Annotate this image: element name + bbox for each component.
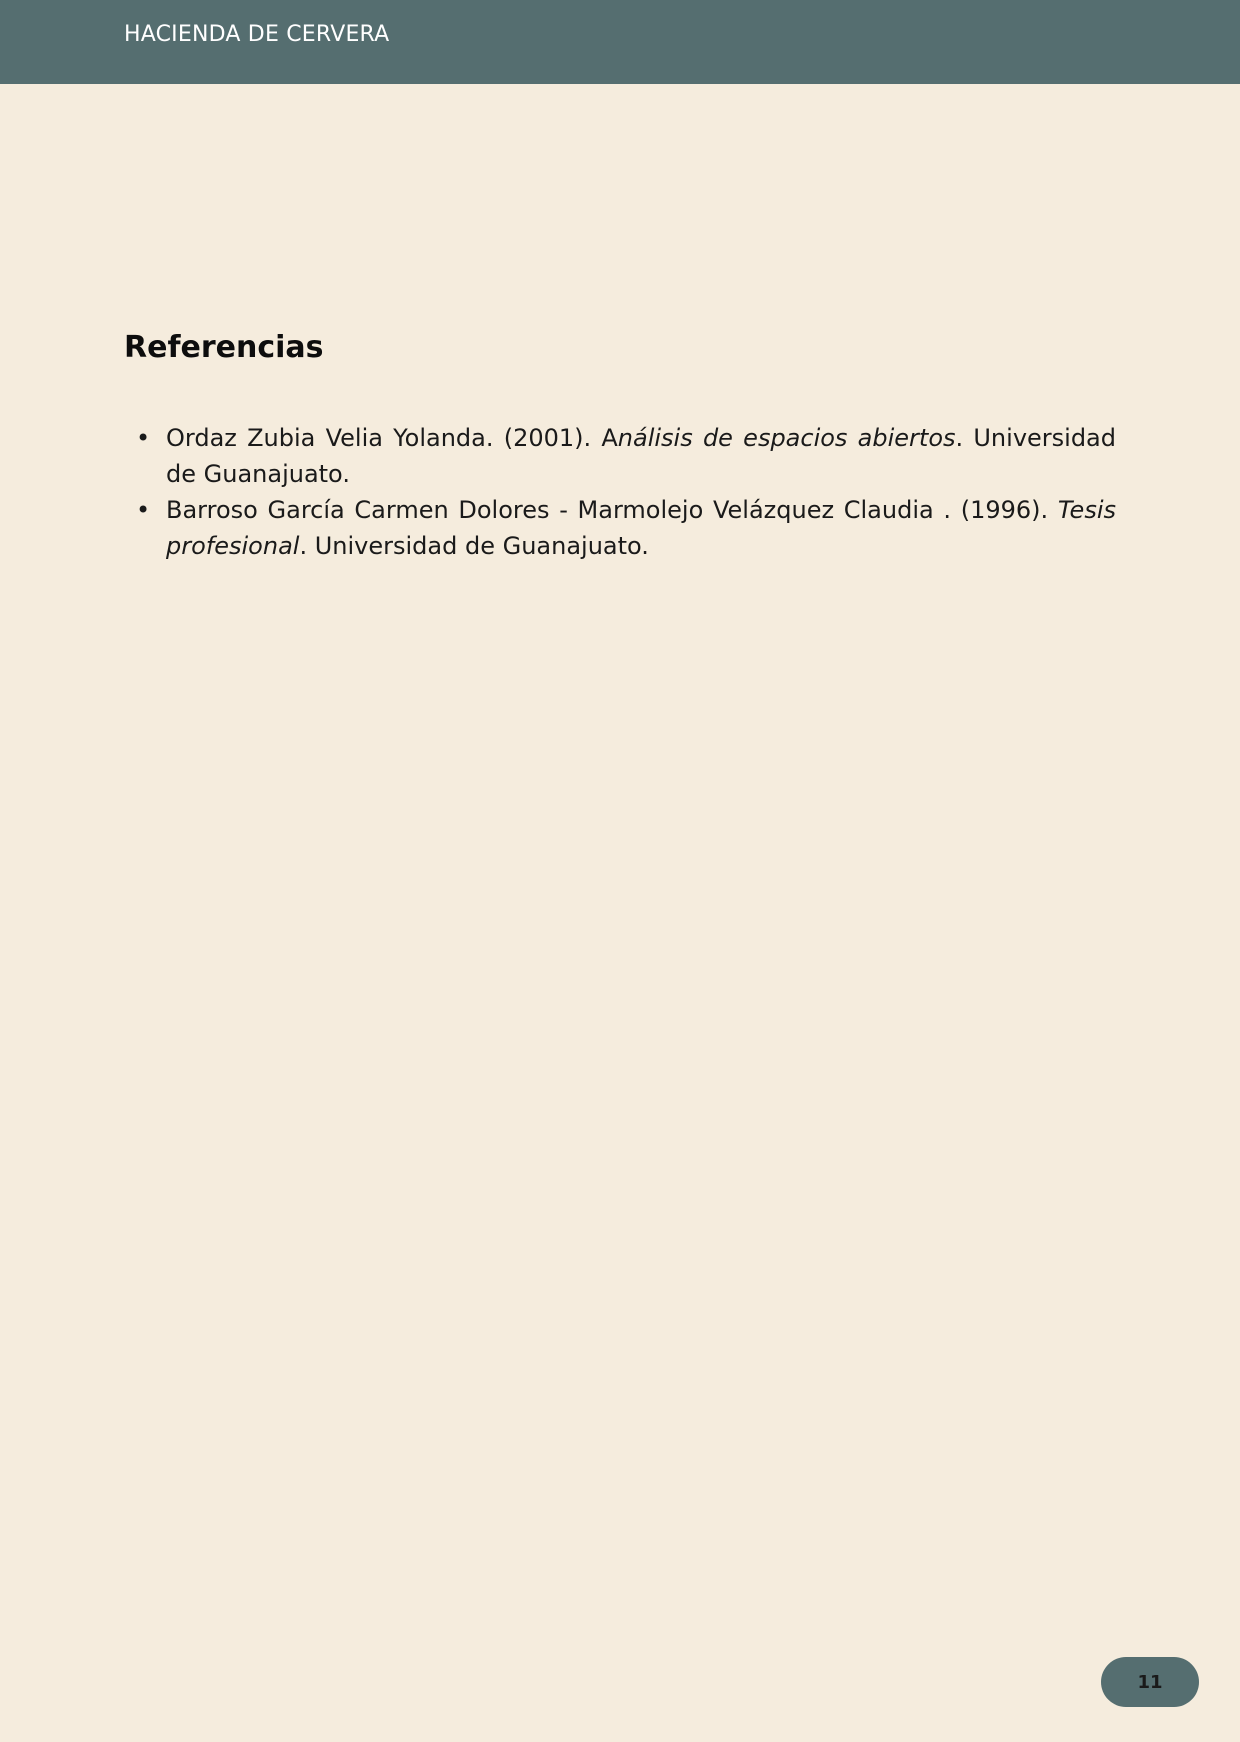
reference-list <box>136 420 1116 564</box>
reference-title: nálisis de espacios abiertos <box>617 424 956 452</box>
reference-item <box>136 492 1116 564</box>
reference-authors: Barroso García Carmen Dolores - Marmolejo Velázquez Claudia . (1996). <box>166 496 1058 524</box>
reference-item <box>136 420 1116 492</box>
header-bar <box>0 0 1240 84</box>
bullet-icon: • <box>136 424 151 452</box>
bullet-icon: • <box>136 496 151 524</box>
page-number: 11 <box>1137 1671 1163 1693</box>
document-title: HACIENDA DE CERVERA <box>124 22 390 47</box>
section-heading: Referencias <box>124 330 324 365</box>
reference-title: Tesis profesional <box>166 496 1116 560</box>
page-number-badge <box>1101 1657 1199 1707</box>
reference-publisher: . Universidad de Guanajuato. <box>166 424 1116 488</box>
reference-authors: Ordaz Zubia Velia Yolanda. (2001). A <box>166 424 618 452</box>
reference-publisher: . Universidad de Guanajuato. <box>299 532 649 560</box>
